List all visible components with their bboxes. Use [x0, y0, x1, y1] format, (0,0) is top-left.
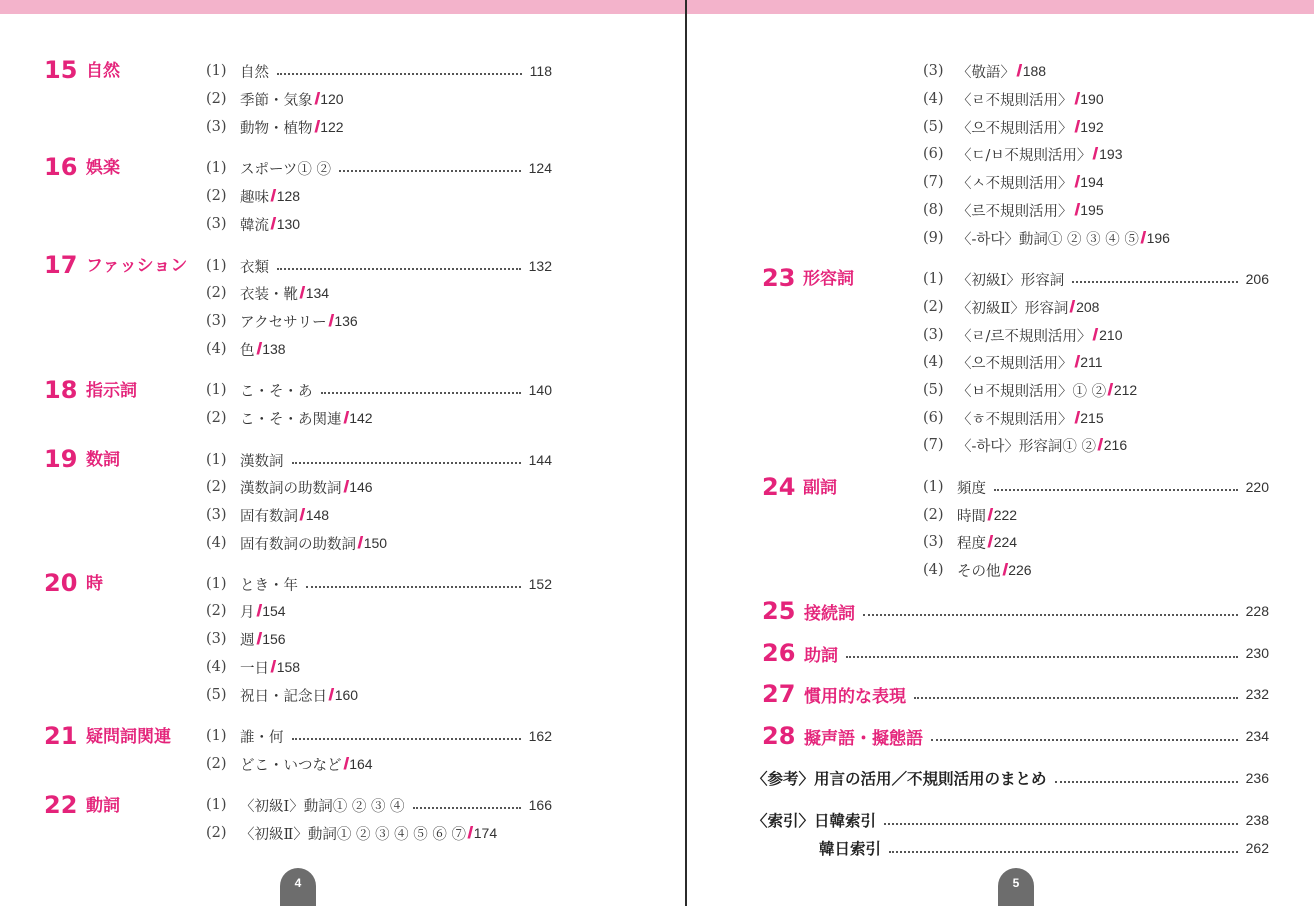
- slash-mark: /: [1073, 89, 1080, 108]
- page-ref: 234: [1245, 728, 1269, 744]
- entry-title: 祝日・記念日: [240, 688, 327, 705]
- toc-entry[interactable]: [206, 87, 344, 111]
- page-ref: 144: [528, 452, 552, 468]
- entry-title: 時間: [957, 508, 986, 525]
- entry-number: (4): [923, 354, 944, 370]
- entry-title: 〈ㄷ/ㅂ不規則活用〉: [957, 147, 1092, 164]
- chapter-number: 18: [44, 376, 78, 404]
- toc-entry[interactable]: [923, 475, 1269, 499]
- toc-entry[interactable]: [923, 378, 1137, 402]
- dot-leader: [1072, 280, 1237, 283]
- entry-number: (2): [923, 507, 944, 523]
- dot-leader: [321, 391, 521, 394]
- page-ref: 122: [320, 119, 344, 135]
- toc-entry[interactable]: [206, 655, 300, 679]
- reference-label: 〈参考〉用言の活用／不規則活用のまとめ: [752, 770, 1047, 788]
- dot-leader: [863, 613, 1238, 616]
- toc-entry[interactable]: [206, 254, 552, 278]
- entry-number: (2): [923, 299, 944, 315]
- index-entry[interactable]: [819, 835, 1269, 861]
- page-ref: 212: [1113, 382, 1138, 398]
- page-ref: 228: [1245, 603, 1269, 619]
- chapter-title[interactable]: 形容詞: [803, 269, 854, 289]
- entry-number: (3): [923, 327, 944, 343]
- slash-mark: /: [467, 823, 474, 842]
- toc-entry[interactable]: [923, 558, 1032, 582]
- entry-number: (3): [923, 534, 944, 550]
- entry-title: 誰・何: [240, 729, 284, 746]
- slash-mark: /: [270, 657, 277, 676]
- entry-title: 漢数詞: [240, 453, 284, 470]
- entry-number: (7): [923, 437, 944, 453]
- top-bar-right: [687, 0, 1314, 14]
- slash-mark: /: [1001, 560, 1008, 579]
- page-ref: 174: [473, 825, 498, 841]
- page-ref: 142: [349, 410, 373, 426]
- slash-mark: /: [255, 629, 262, 648]
- entry-title: 一日: [240, 660, 269, 677]
- entry-number: (3): [206, 313, 227, 329]
- slash-mark: /: [342, 754, 349, 773]
- toc-entry[interactable]: [206, 793, 552, 817]
- entry-number: (4): [206, 341, 227, 357]
- chapter-number: 22: [44, 791, 78, 819]
- slash-mark: /: [328, 685, 335, 704]
- chapter-number: 19: [44, 445, 78, 473]
- chapter-number: 24: [762, 473, 796, 501]
- entry-title: 〈ㄹ/르不規則活用〉: [957, 328, 1092, 345]
- toc-entry[interactable]: [206, 531, 387, 555]
- entry-title: 頻度: [957, 480, 986, 497]
- toc-entry[interactable]: [923, 295, 1099, 319]
- page-ref: 211: [1080, 354, 1103, 370]
- entry-number: (2): [206, 410, 227, 426]
- dot-leader: [884, 822, 1238, 825]
- dot-leader: [931, 738, 1238, 741]
- slash-mark: /: [255, 601, 262, 620]
- toc-entry[interactable]: [923, 115, 1104, 139]
- toc-entry[interactable]: [923, 406, 1104, 430]
- page-ref: 156: [262, 631, 286, 647]
- toc-entry[interactable]: [206, 572, 552, 596]
- chapter-number: 28: [762, 722, 796, 750]
- slash-mark: /: [327, 311, 335, 330]
- entry-title: 程度: [957, 535, 986, 552]
- entry-title: こ・そ・あ: [240, 383, 313, 400]
- page-ref: 222: [993, 507, 1018, 523]
- slash-mark: /: [987, 505, 994, 524]
- entry-number: (8): [923, 202, 944, 218]
- page-ref: 130: [276, 216, 301, 232]
- entry-number: (6): [923, 146, 944, 162]
- page-ref: 158: [276, 659, 301, 675]
- entry-number: (1): [206, 63, 227, 79]
- toc-entry[interactable]: [206, 59, 552, 83]
- page-ref: 160: [334, 687, 359, 703]
- chapter-number: 20: [44, 569, 78, 597]
- entry-title: とき・年: [240, 577, 298, 594]
- slash-mark: /: [1073, 408, 1080, 427]
- page-ref: 215: [1080, 410, 1104, 426]
- dot-leader: [889, 850, 1238, 853]
- entry-number: (1): [206, 576, 227, 592]
- chapter-title: 慣用的な表現: [804, 686, 906, 707]
- entry-title: 〈初級Ⅱ〉動詞① ② ③ ④ ⑤ ⑥ ⑦: [240, 826, 467, 843]
- entry-number: (4): [206, 659, 227, 675]
- page-ref: 162: [528, 728, 552, 744]
- toc-entry[interactable]: [206, 406, 373, 430]
- page-ref: 150: [363, 535, 388, 551]
- chapter-title: 接続詞: [804, 603, 855, 624]
- toc-entry[interactable]: [206, 503, 329, 527]
- entry-number: (5): [923, 382, 944, 398]
- page-gutter: [685, 0, 687, 906]
- toc-entry[interactable]: [206, 309, 358, 333]
- entry-title: 固有数詞の助数詞: [240, 536, 356, 553]
- page-ref: 238: [1245, 812, 1269, 828]
- page-ref: 196: [1146, 230, 1170, 246]
- toc-entry[interactable]: [206, 448, 552, 472]
- toc-entry[interactable]: [923, 433, 1127, 457]
- slash-mark: /: [1097, 435, 1104, 454]
- chapter-title[interactable]: 動詞: [86, 796, 120, 816]
- toc-entry[interactable]: [206, 184, 300, 208]
- dot-leader: [914, 696, 1238, 699]
- page-ref: 224: [993, 534, 1018, 550]
- entry-title: 〈ㅂ不規則活用〉① ②: [957, 383, 1107, 400]
- page-ref: 232: [1245, 686, 1269, 702]
- entry-title: こ・そ・あ関連: [240, 411, 342, 428]
- entry-number: (7): [923, 174, 944, 190]
- page-ref: 132: [528, 258, 552, 274]
- entry-title: 月: [240, 604, 255, 621]
- toc-entry[interactable]: [923, 350, 1103, 374]
- entry-number: (2): [206, 91, 227, 107]
- toc-entry[interactable]: [923, 142, 1123, 166]
- slash-mark: /: [1092, 144, 1099, 163]
- chapter-title[interactable]: 自然: [86, 61, 120, 81]
- slash-mark: /: [1069, 297, 1076, 316]
- page-ref: 220: [1245, 479, 1269, 495]
- page-ref: 124: [528, 160, 552, 176]
- dot-leader: [292, 737, 521, 740]
- entry-title: 固有数詞: [240, 508, 298, 525]
- chapter-title[interactable]: 娯楽: [86, 158, 120, 178]
- toc-entry[interactable]: [206, 627, 286, 651]
- dot-leader: [413, 806, 521, 809]
- dot-leader: [292, 461, 521, 464]
- dot-leader: [277, 267, 521, 270]
- toc-entry[interactable]: [206, 337, 286, 361]
- slash-mark: /: [987, 532, 994, 551]
- page-ref: 136: [334, 313, 358, 329]
- toc-entry[interactable]: [206, 724, 552, 748]
- page-ref: 154: [262, 603, 286, 619]
- entry-number: (1): [206, 797, 227, 813]
- toc-entry[interactable]: [206, 683, 358, 707]
- toc-entry[interactable]: [206, 378, 552, 402]
- entry-number: (3): [206, 119, 227, 135]
- page-ref: 128: [276, 188, 301, 204]
- entry-number: (2): [206, 756, 227, 772]
- toc-entry[interactable]: [923, 503, 1017, 527]
- toc-entry[interactable]: [923, 87, 1104, 111]
- page-ref: 226: [1008, 562, 1032, 578]
- page-ref: 138: [262, 341, 286, 357]
- page-ref: 190: [1080, 91, 1104, 107]
- chapter-title[interactable]: 数詞: [86, 450, 120, 470]
- entry-number: (1): [923, 479, 944, 495]
- slash-mark: /: [357, 533, 364, 552]
- entry-number: (3): [206, 631, 227, 647]
- entry-title: 色: [240, 342, 255, 359]
- slash-mark: /: [1073, 172, 1080, 191]
- page-number-tab: 5: [998, 868, 1034, 906]
- entry-number: (9): [923, 230, 944, 246]
- page-ref: 152: [528, 576, 552, 592]
- toc-entry[interactable]: [923, 267, 1269, 291]
- toc-entry[interactable]: [923, 198, 1104, 222]
- entry-number: (3): [206, 216, 227, 232]
- entry-number: (1): [206, 160, 227, 176]
- entry-number: (1): [206, 728, 227, 744]
- chapter-number: 21: [44, 722, 78, 750]
- chapter-entry[interactable]: [762, 639, 1269, 667]
- entry-title: 〈으不規則活用〉: [957, 355, 1073, 372]
- entry-title: 季節・気象: [240, 92, 313, 109]
- slash-mark: /: [1140, 228, 1147, 247]
- chapter-entry[interactable]: [762, 722, 1269, 750]
- entry-number: (2): [206, 285, 227, 301]
- entry-number: (1): [923, 271, 944, 287]
- entry-number: (2): [206, 603, 227, 619]
- toc-entry[interactable]: [923, 323, 1123, 347]
- dot-leader: [846, 655, 1238, 658]
- entry-title: 漢数詞の助数詞: [240, 480, 342, 497]
- slash-mark: /: [1092, 325, 1099, 344]
- reference-entry[interactable]: [752, 765, 1269, 791]
- entry-title: 〈初級Ⅰ〉動詞① ② ③ ④: [240, 798, 405, 815]
- slash-mark: /: [313, 89, 320, 108]
- toc-entry[interactable]: [206, 599, 286, 623]
- entry-title: 〈敬語〉: [957, 64, 1015, 81]
- dot-leader: [994, 488, 1238, 491]
- index-label: 韓日索引: [819, 840, 882, 858]
- entry-number: (3): [923, 63, 944, 79]
- page-number-tab: 4: [280, 868, 316, 906]
- chapter-number: 26: [762, 639, 796, 667]
- entry-title: 〈-하다〉形容詞① ②: [957, 438, 1097, 455]
- page-ref: 210: [1099, 327, 1123, 343]
- page-ref: 236: [1245, 770, 1269, 786]
- chapter-title[interactable]: 指示詞: [86, 381, 137, 401]
- page-ref: 166: [528, 797, 552, 813]
- toc-entry[interactable]: [923, 170, 1104, 194]
- slash-mark: /: [342, 408, 349, 427]
- page-ref: 206: [1245, 271, 1269, 287]
- entry-number: (5): [923, 119, 944, 135]
- dot-leader: [277, 72, 522, 75]
- entry-title: アクセサリー: [240, 314, 327, 331]
- slash-mark: /: [299, 505, 306, 524]
- entry-number: (6): [923, 410, 944, 426]
- page-ref: 120: [320, 91, 344, 107]
- entry-title: 〈-하다〉動詞① ② ③ ④ ⑤: [957, 231, 1139, 248]
- page-ref: 164: [349, 756, 373, 772]
- page-ref: 188: [1022, 63, 1047, 79]
- entry-number: (1): [206, 382, 227, 398]
- toc-entry[interactable]: [923, 530, 1017, 554]
- entry-number: (4): [923, 91, 944, 107]
- chapter-number: 16: [44, 153, 78, 181]
- chapter-entry[interactable]: [762, 597, 1269, 625]
- entry-title: 動物・植物: [240, 120, 313, 137]
- slash-mark: /: [270, 214, 277, 233]
- page-ref: 148: [305, 507, 330, 523]
- slash-mark: /: [1073, 117, 1080, 136]
- index-entry[interactable]: [752, 807, 1269, 833]
- entry-number: (4): [206, 535, 227, 551]
- entry-title: 衣装・靴: [240, 286, 298, 303]
- entry-title: その他: [957, 563, 1001, 580]
- toc-entry[interactable]: [206, 821, 497, 845]
- toc-entry[interactable]: [206, 115, 344, 139]
- entry-title: 〈르不規則活用〉: [957, 203, 1073, 220]
- slash-mark: /: [1107, 380, 1114, 399]
- entry-title: 〈으不規則活用〉: [957, 120, 1073, 137]
- index-label: 〈索引〉日韓索引: [752, 812, 877, 830]
- chapter-title[interactable]: 時: [86, 574, 103, 594]
- chapter-title[interactable]: ファッション: [86, 256, 188, 276]
- entry-number: (1): [206, 258, 227, 274]
- top-bar-left: [0, 0, 685, 14]
- chapter-entry[interactable]: [762, 680, 1269, 708]
- page-ref: 216: [1103, 437, 1128, 453]
- entry-number: (3): [206, 507, 227, 523]
- slash-mark: /: [342, 477, 349, 496]
- page-ref: 146: [349, 479, 373, 495]
- toc-entry[interactable]: [206, 281, 329, 305]
- toc-entry[interactable]: [206, 156, 552, 180]
- slash-mark: /: [270, 186, 277, 205]
- entry-title: 〈初級Ⅱ〉形容詞: [957, 300, 1069, 317]
- chapter-number: 17: [44, 251, 78, 279]
- entry-title: 〈ㅎ不規則活用〉: [957, 411, 1073, 428]
- page-ref: 134: [305, 285, 330, 301]
- page-ref: 230: [1245, 645, 1269, 661]
- toc-entry[interactable]: [923, 226, 1170, 250]
- page-ref: 140: [528, 382, 552, 398]
- page-ref: 194: [1080, 174, 1104, 190]
- entry-title: 週: [240, 632, 255, 649]
- slash-mark: /: [255, 339, 262, 358]
- entry-title: 〈ㅅ不規則活用〉: [957, 175, 1073, 192]
- chapter-title: 助詞: [804, 645, 838, 666]
- chapter-title[interactable]: 副詞: [803, 478, 837, 498]
- chapter-number: 23: [762, 264, 796, 292]
- toc-entry[interactable]: [206, 475, 373, 499]
- page-ref: 208: [1076, 299, 1100, 315]
- page-ref: 195: [1080, 202, 1104, 218]
- entry-title: 自然: [240, 64, 269, 81]
- slash-mark: /: [299, 283, 306, 302]
- chapter-title[interactable]: 疑問詞関連: [86, 727, 171, 747]
- entry-title: 衣類: [240, 259, 269, 276]
- entry-number: (5): [206, 687, 227, 703]
- entry-title: 趣味: [240, 189, 269, 206]
- dot-leader: [306, 585, 521, 588]
- entry-number: (2): [206, 825, 227, 841]
- dot-leader: [1055, 780, 1238, 783]
- slash-mark: /: [1016, 61, 1023, 80]
- toc-entry[interactable]: [923, 59, 1046, 83]
- slash-mark: /: [313, 117, 320, 136]
- entry-title: 〈ㄹ不規則活用〉: [957, 92, 1073, 109]
- chapter-number: 15: [44, 56, 78, 84]
- entry-title: スポーツ① ②: [240, 161, 332, 178]
- toc-entry[interactable]: [206, 212, 300, 236]
- entry-number: (4): [923, 562, 944, 578]
- toc-entry[interactable]: [206, 752, 373, 776]
- dot-leader: [339, 169, 521, 172]
- chapter-title: 擬声語・擬態語: [804, 728, 923, 749]
- entry-number: (2): [206, 479, 227, 495]
- entry-title: 韓流: [240, 217, 269, 234]
- page-ref: 118: [529, 63, 552, 79]
- slash-mark: /: [1073, 200, 1080, 219]
- chapter-number: 25: [762, 597, 796, 625]
- chapter-number: 27: [762, 680, 796, 708]
- entry-title: 〈初級Ⅰ〉形容詞: [957, 272, 1065, 289]
- slash-mark: /: [1073, 352, 1080, 371]
- entry-number: (2): [206, 188, 227, 204]
- entry-title: どこ・いつなど: [240, 757, 342, 774]
- page-ref: 262: [1245, 840, 1269, 856]
- page-ref: 192: [1080, 119, 1104, 135]
- page-ref: 193: [1099, 146, 1123, 162]
- entry-number: (1): [206, 452, 227, 468]
